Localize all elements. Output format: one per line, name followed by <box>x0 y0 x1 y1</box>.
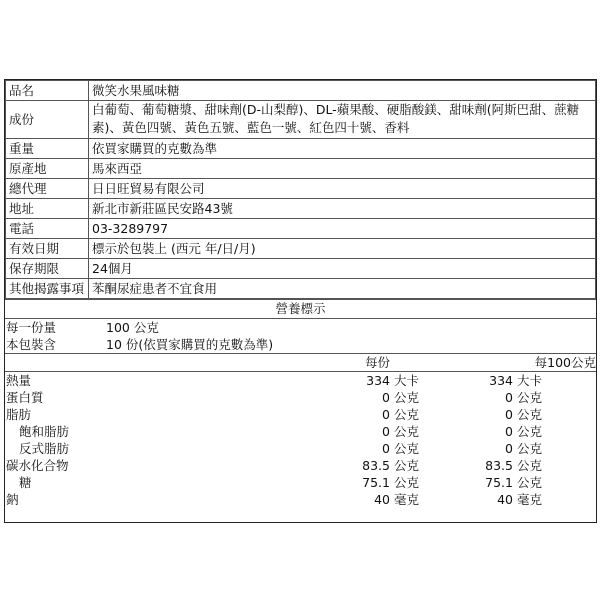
info-row-origin <box>6 159 596 179</box>
info-label: 成份 <box>6 101 89 139</box>
info-label: 地址 <box>6 199 89 219</box>
nutrient-value-serving: 0 <box>382 424 390 439</box>
nutrient-unit-100g: 公克 <box>517 424 543 439</box>
info-value: 24個月 <box>89 259 596 279</box>
info-row-name <box>6 81 596 101</box>
nutrient-value-100g: 334 <box>489 373 513 388</box>
info-label: 原產地 <box>6 159 89 179</box>
nutrient-unit-100g: 公克 <box>517 475 543 490</box>
nutrient-value-100g: 0 <box>505 424 513 439</box>
nutrition-row-sodium <box>5 491 596 508</box>
product-info-table <box>5 80 596 299</box>
nutrient-name: 碳水化合物 <box>6 458 69 473</box>
nutrient-name: 蛋白質 <box>6 390 44 405</box>
info-value: 日日旺貿易有限公司 <box>89 179 596 199</box>
nutrient-value-serving: 83.5 <box>362 458 390 473</box>
info-value: 白葡萄、葡萄糖漿、甜味劑(D-山梨醇)、DL-蘋果酸、硬脂酸鎂、甜味劑(阿斯巴甜、蔗糖素)、黃色四號、黃色五號、藍色一號、紅色四十號、香料 <box>89 101 596 139</box>
info-row-phone <box>6 219 596 239</box>
nutrition-row-saturated-fat <box>5 423 596 440</box>
info-label: 有效日期 <box>6 239 89 259</box>
servings-label: 本包裝含 <box>6 337 57 352</box>
nutrient-unit-serving: 公克 <box>394 441 420 456</box>
nutrient-value-100g: 75.1 <box>485 475 513 490</box>
nutrition-title: 營養標示 <box>5 299 596 319</box>
nutrition-row-fat <box>5 406 596 423</box>
info-row-shelf-life <box>6 259 596 279</box>
nutrient-unit-100g: 大卡 <box>517 373 543 388</box>
info-label: 電話 <box>6 219 89 239</box>
info-value: 微笑水果風味糖 <box>89 81 596 101</box>
servings-per-package-line <box>5 336 596 354</box>
info-row-weight <box>6 139 596 159</box>
info-value: 03-3289797 <box>89 219 596 239</box>
nutrient-value-100g: 0 <box>505 441 513 456</box>
info-row-distributor <box>6 179 596 199</box>
info-row-address <box>6 199 596 219</box>
nutrition-table <box>5 354 596 508</box>
nutrition-row-protein <box>5 389 596 406</box>
serving-size-label: 每一份量 <box>6 320 57 335</box>
nutrient-value-serving: 40 <box>374 492 390 507</box>
servings-value: 10 份(依買家購買的克數為準) <box>106 337 274 352</box>
col-per-serving: 每份 <box>196 354 390 372</box>
col-per-100g: 每100公克 <box>430 354 596 372</box>
nutrient-unit-100g: 公克 <box>517 441 543 456</box>
nutrient-value-100g: 83.5 <box>485 458 513 473</box>
nutrient-value-serving: 0 <box>382 390 390 405</box>
nutrient-unit-serving: 大卡 <box>394 373 420 388</box>
product-label-sheet <box>4 79 597 523</box>
nutrient-name: 鈉 <box>6 492 19 507</box>
serving-size-value: 100 公克 <box>106 320 159 335</box>
info-value: 標示於包裝上 (西元 年/日/月) <box>89 239 596 259</box>
nutrient-value-100g: 0 <box>505 407 513 422</box>
nutrition-row-carbohydrate <box>5 457 596 474</box>
nutrient-value-serving: 334 <box>366 373 390 388</box>
info-label: 總代理 <box>6 179 89 199</box>
nutrient-name: 糖 <box>19 475 32 490</box>
nutrient-name: 飽和脂肪 <box>19 424 70 439</box>
nutrient-unit-serving: 毫克 <box>394 492 420 507</box>
info-row-disclosure <box>6 279 596 299</box>
info-row-expiry <box>6 239 596 259</box>
nutrition-row-energy <box>5 372 596 390</box>
info-label: 保存期限 <box>6 259 89 279</box>
nutrient-value-serving: 0 <box>382 407 390 422</box>
nutrient-unit-100g: 公克 <box>517 458 543 473</box>
info-label: 重量 <box>6 139 89 159</box>
info-label: 其他揭露事項 <box>6 279 89 299</box>
nutrient-unit-serving: 公克 <box>394 407 420 422</box>
nutrient-name: 脂肪 <box>6 407 32 422</box>
nutrient-unit-100g: 公克 <box>517 407 543 422</box>
nutrition-row-trans-fat <box>5 440 596 457</box>
nutrient-value-serving: 0 <box>382 441 390 456</box>
info-label: 品名 <box>6 81 89 101</box>
info-value: 苯酮尿症患者不宜食用 <box>89 279 596 299</box>
nutrient-value-100g: 0 <box>505 390 513 405</box>
info-value: 依買家購買的克數為準 <box>89 139 596 159</box>
nutrient-value-100g: 40 <box>497 492 513 507</box>
nutrient-name: 反式脂肪 <box>19 441 70 456</box>
nutrient-unit-100g: 公克 <box>517 390 543 405</box>
nutrient-unit-serving: 公克 <box>394 390 420 405</box>
nutrition-row-sugar <box>5 474 596 491</box>
nutrient-value-serving: 75.1 <box>362 475 390 490</box>
info-row-ingredients <box>6 101 596 139</box>
info-value: 新北市新莊區民安路43號 <box>89 199 596 219</box>
nutrient-unit-serving: 公克 <box>394 458 420 473</box>
serving-size-line <box>5 319 596 336</box>
nutrient-unit-serving: 公克 <box>394 424 420 439</box>
nutrition-header-row <box>5 354 596 372</box>
nutrient-unit-100g: 毫克 <box>517 492 543 507</box>
info-value: 馬來西亞 <box>89 159 596 179</box>
nutrient-name: 熱量 <box>6 373 32 388</box>
nutrient-unit-serving: 公克 <box>394 475 420 490</box>
